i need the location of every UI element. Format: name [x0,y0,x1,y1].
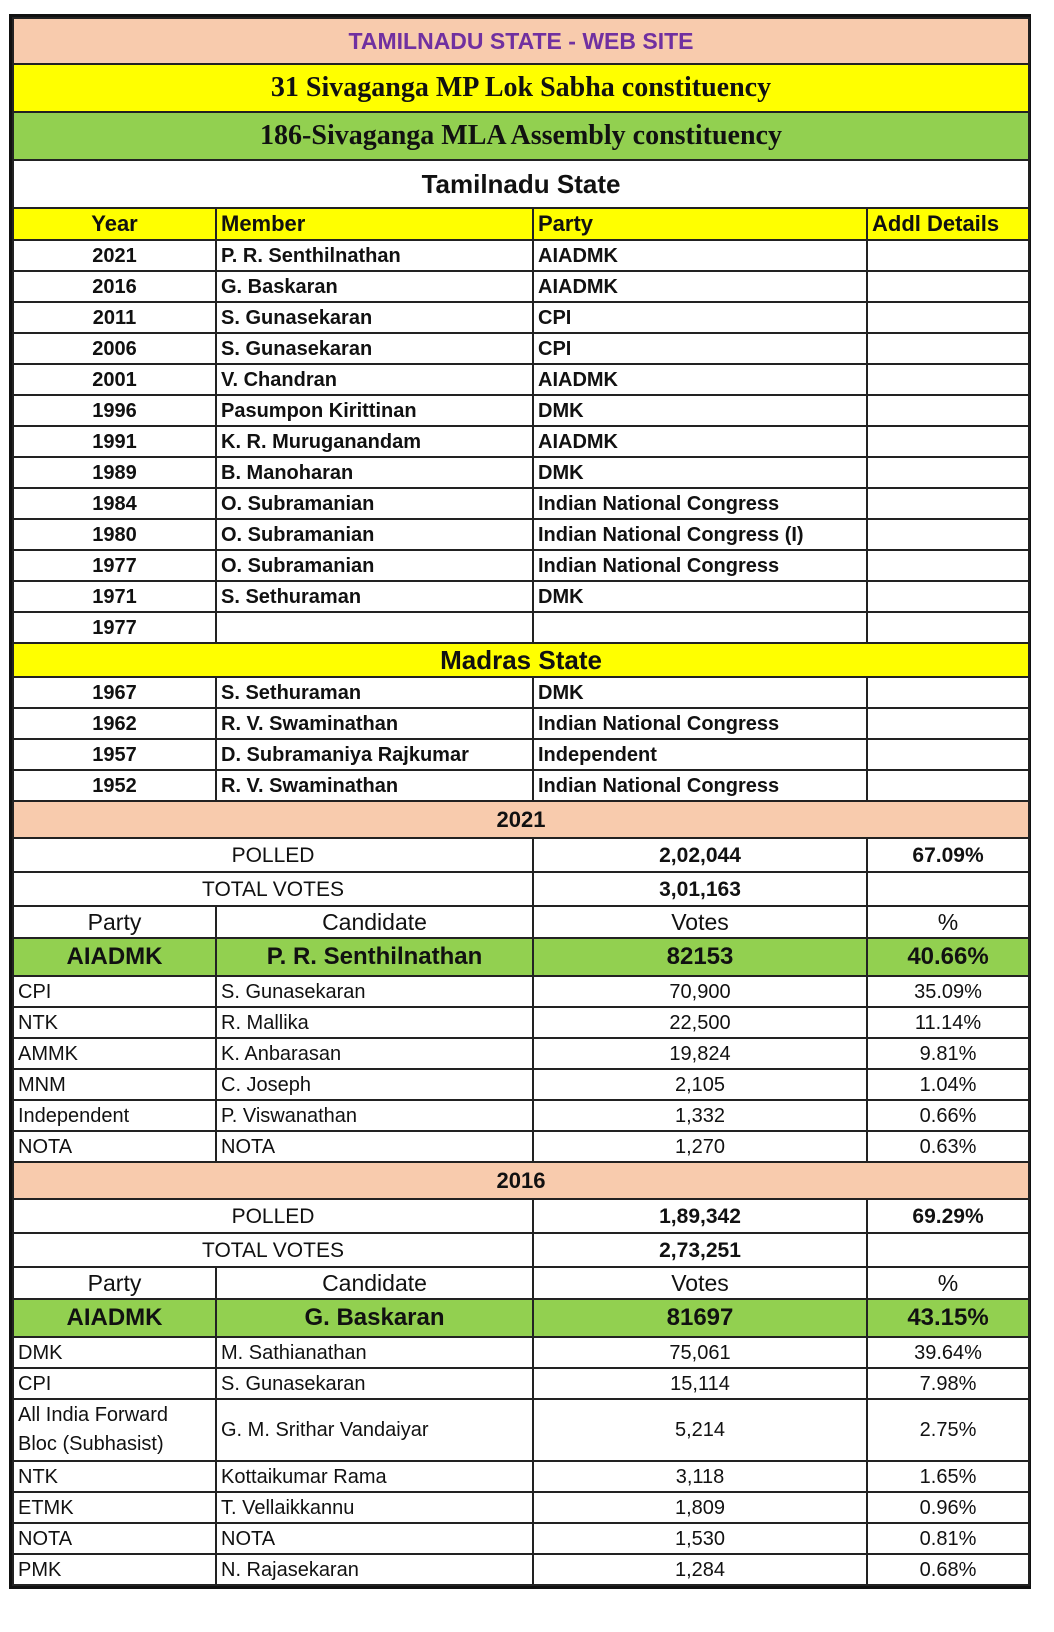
member-addl-details [867,395,1029,426]
candidate-percent: 0.63% [867,1131,1029,1162]
candidate-percent: 35.09% [867,976,1029,1007]
results-header-party: Party [13,906,216,938]
winner-percent: 40.66% [867,938,1029,976]
winner-votes: 81697 [533,1299,867,1337]
winner-votes: 82153 [533,938,867,976]
candidate-votes: 15,114 [533,1368,867,1399]
member-addl-details [867,364,1029,395]
constituency-table [12,17,1030,1586]
member-addl-details [867,550,1029,581]
candidate-votes: 1,530 [533,1523,867,1554]
member-row [13,364,1029,395]
member-year: 1967 [13,677,216,708]
candidate-percent: 11.14% [867,1007,1029,1038]
member-year: 2011 [13,302,216,333]
candidate-name: S. Gunasekaran [216,976,533,1007]
member-party: Indian National Congress [533,770,867,801]
candidate-name: G. M. Srithar Vandaiyar [216,1399,533,1461]
results-header-row [13,906,1029,938]
candidate-row [13,1492,1029,1523]
candidate-party: NTK [13,1461,216,1492]
member-addl-details [867,708,1029,739]
mla-constituency-row [13,112,1029,160]
candidate-percent: 0.96% [867,1492,1029,1523]
candidate-votes: 1,809 [533,1492,867,1523]
member-name: S. Sethuraman [216,677,533,708]
member-party: DMK [533,581,867,612]
candidate-row [13,1461,1029,1492]
polled-label: POLLED [13,838,533,872]
polled-label: POLLED [13,1199,533,1233]
results-header-row [13,1267,1029,1299]
member-name: O. Subramanian [216,519,533,550]
candidate-party: MNM [13,1069,216,1100]
member-row [13,519,1029,550]
member-name: D. Subramaniya Rajkumar [216,739,533,770]
member-party: DMK [533,677,867,708]
results-header-percent: % [867,906,1029,938]
candidate-name: NOTA [216,1131,533,1162]
member-year: 1952 [13,770,216,801]
member-addl-details [867,457,1029,488]
site-title-row [13,18,1029,64]
member-party: Indian National Congress [533,550,867,581]
member-row [13,426,1029,457]
results-header-percent: % [867,1267,1029,1299]
mla-constituency-title: 186-Sivaganga MLA Assembly constituency [13,112,1029,160]
polled-percent: 69.29% [867,1199,1029,1233]
winner-candidate: G. Baskaran [216,1299,533,1337]
candidate-party: NOTA [13,1131,216,1162]
member-addl-details [867,302,1029,333]
member-addl-details [867,739,1029,770]
member-name: Pasumpon Kirittinan [216,395,533,426]
candidate-percent: 1.65% [867,1461,1029,1492]
mp-constituency-row [13,64,1029,112]
candidate-name: T. Vellaikkannu [216,1492,533,1523]
member-party: AIADMK [533,426,867,457]
candidate-name: R. Mallika [216,1007,533,1038]
member-party: Independent [533,739,867,770]
member-year: 1977 [13,612,216,643]
site-title: TAMILNADU STATE - WEB SITE [13,18,1029,64]
candidate-name: M. Sathianathan [216,1337,533,1368]
results-header-votes: Votes [533,1267,867,1299]
candidate-percent: 0.68% [867,1554,1029,1585]
mp-constituency-title: 31 Sivaganga MP Lok Sabha constituency [13,64,1029,112]
member-row [13,271,1029,302]
candidate-percent: 1.04% [867,1069,1029,1100]
candidate-name: K. Anbarasan [216,1038,533,1069]
member-row [13,488,1029,519]
total-votes-empty [867,872,1029,906]
candidate-row [13,1368,1029,1399]
candidate-row [13,1100,1029,1131]
results-header-candidate: Candidate [216,1267,533,1299]
column-header-addl-details: Addl Details [867,208,1029,240]
total-votes-row [13,872,1029,906]
election-year: 2021 [13,801,1029,838]
member-addl-details [867,333,1029,364]
results-header-party: Party [13,1267,216,1299]
results-header-votes: Votes [533,906,867,938]
member-addl-details [867,240,1029,271]
member-party: CPI [533,302,867,333]
candidate-votes: 70,900 [533,976,867,1007]
polled-row [13,1199,1029,1233]
candidate-row [13,1523,1029,1554]
member-party: AIADMK [533,364,867,395]
member-row [13,302,1029,333]
election-year-banner [13,801,1029,838]
polled-votes: 2,02,044 [533,838,867,872]
column-header-member: Member [216,208,533,240]
member-year: 1991 [13,426,216,457]
candidate-votes: 1,270 [533,1131,867,1162]
winner-row [13,938,1029,976]
member-party: DMK [533,395,867,426]
member-addl-details [867,612,1029,643]
member-addl-details [867,426,1029,457]
candidate-votes: 3,118 [533,1461,867,1492]
candidate-votes: 19,824 [533,1038,867,1069]
member-name: O. Subramanian [216,550,533,581]
column-header-party: Party [533,208,867,240]
polled-percent: 67.09% [867,838,1029,872]
member-name: S. Gunasekaran [216,333,533,364]
candidate-percent: 39.64% [867,1337,1029,1368]
member-name: S. Gunasekaran [216,302,533,333]
member-year: 1957 [13,739,216,770]
member-party: DMK [533,457,867,488]
election-year: 2016 [13,1162,1029,1199]
member-addl-details [867,271,1029,302]
total-votes-label: TOTAL VOTES [13,872,533,906]
candidate-votes: 1,284 [533,1554,867,1585]
total-votes-row [13,1233,1029,1267]
candidate-party: ETMK [13,1492,216,1523]
member-row [13,240,1029,271]
member-year: 1989 [13,457,216,488]
polled-votes: 1,89,342 [533,1199,867,1233]
candidate-name: P. Viswanathan [216,1100,533,1131]
winner-party: AIADMK [13,938,216,976]
candidate-name: Kottaikumar Rama [216,1461,533,1492]
member-row [13,457,1029,488]
member-name: P. R. Senthilnathan [216,240,533,271]
member-party [533,612,867,643]
member-row [13,770,1029,801]
candidate-votes: 1,332 [533,1100,867,1131]
candidate-percent: 7.98% [867,1368,1029,1399]
candidate-party: All India Forward Bloc (Subhasist) [13,1399,216,1461]
member-row [13,333,1029,364]
candidate-percent: 0.66% [867,1100,1029,1131]
member-year: 1996 [13,395,216,426]
madras-section-row [13,643,1029,677]
member-party: AIADMK [533,240,867,271]
candidate-party: NTK [13,1007,216,1038]
candidate-row [13,1131,1029,1162]
constituency-sheet [9,14,1031,1589]
column-header-year: Year [13,208,216,240]
candidate-name: C. Joseph [216,1069,533,1100]
madras-section-title: Madras State [13,643,1029,677]
member-addl-details [867,581,1029,612]
member-row [13,581,1029,612]
member-row [13,395,1029,426]
candidate-row [13,1399,1029,1461]
candidate-party: DMK [13,1337,216,1368]
candidate-name: NOTA [216,1523,533,1554]
member-name: S. Sethuraman [216,581,533,612]
winner-row [13,1299,1029,1337]
member-addl-details [867,488,1029,519]
candidate-votes: 75,061 [533,1337,867,1368]
candidate-votes: 5,214 [533,1399,867,1461]
candidate-row [13,1554,1029,1585]
member-name: B. Manoharan [216,457,533,488]
candidate-row [13,1337,1029,1368]
member-year: 2021 [13,240,216,271]
tamilnadu-section-row [13,160,1029,208]
candidate-votes: 22,500 [533,1007,867,1038]
member-name: V. Chandran [216,364,533,395]
member-name: R. V. Swaminathan [216,770,533,801]
candidate-name: S. Gunasekaran [216,1368,533,1399]
member-party: AIADMK [533,271,867,302]
results-header-candidate: Candidate [216,906,533,938]
member-year: 2016 [13,271,216,302]
total-votes-empty [867,1233,1029,1267]
candidate-row [13,976,1029,1007]
polled-row [13,838,1029,872]
member-addl-details [867,770,1029,801]
member-name: R. V. Swaminathan [216,708,533,739]
member-party: Indian National Congress [533,488,867,519]
candidate-percent: 9.81% [867,1038,1029,1069]
member-row [13,677,1029,708]
member-name [216,612,533,643]
candidate-party: PMK [13,1554,216,1585]
total-votes-label: TOTAL VOTES [13,1233,533,1267]
member-year: 1971 [13,581,216,612]
member-party: Indian National Congress [533,708,867,739]
candidate-party: NOTA [13,1523,216,1554]
winner-percent: 43.15% [867,1299,1029,1337]
member-year: 2006 [13,333,216,364]
total-votes-value: 3,01,163 [533,872,867,906]
members-header-row [13,208,1029,240]
member-year: 2001 [13,364,216,395]
member-name: G. Baskaran [216,271,533,302]
member-row [13,739,1029,770]
winner-candidate: P. R. Senthilnathan [216,938,533,976]
member-party: Indian National Congress (I) [533,519,867,550]
tamilnadu-section-title: Tamilnadu State [13,160,1029,208]
member-year: 1980 [13,519,216,550]
winner-party: AIADMK [13,1299,216,1337]
candidate-party: CPI [13,1368,216,1399]
candidate-name: N. Rajasekaran [216,1554,533,1585]
total-votes-value: 2,73,251 [533,1233,867,1267]
member-year: 1962 [13,708,216,739]
election-year-banner [13,1162,1029,1199]
member-name: K. R. Muruganandam [216,426,533,457]
member-addl-details [867,519,1029,550]
candidate-percent: 0.81% [867,1523,1029,1554]
candidate-votes: 2,105 [533,1069,867,1100]
candidate-party: AMMK [13,1038,216,1069]
candidate-party: Independent [13,1100,216,1131]
candidate-row [13,1007,1029,1038]
candidate-party: CPI [13,976,216,1007]
member-year: 1984 [13,488,216,519]
member-row [13,708,1029,739]
candidate-row [13,1069,1029,1100]
member-party: CPI [533,333,867,364]
candidate-row [13,1038,1029,1069]
member-addl-details [867,677,1029,708]
member-name: O. Subramanian [216,488,533,519]
member-row [13,612,1029,643]
member-year: 1977 [13,550,216,581]
member-row [13,550,1029,581]
candidate-percent: 2.75% [867,1399,1029,1461]
